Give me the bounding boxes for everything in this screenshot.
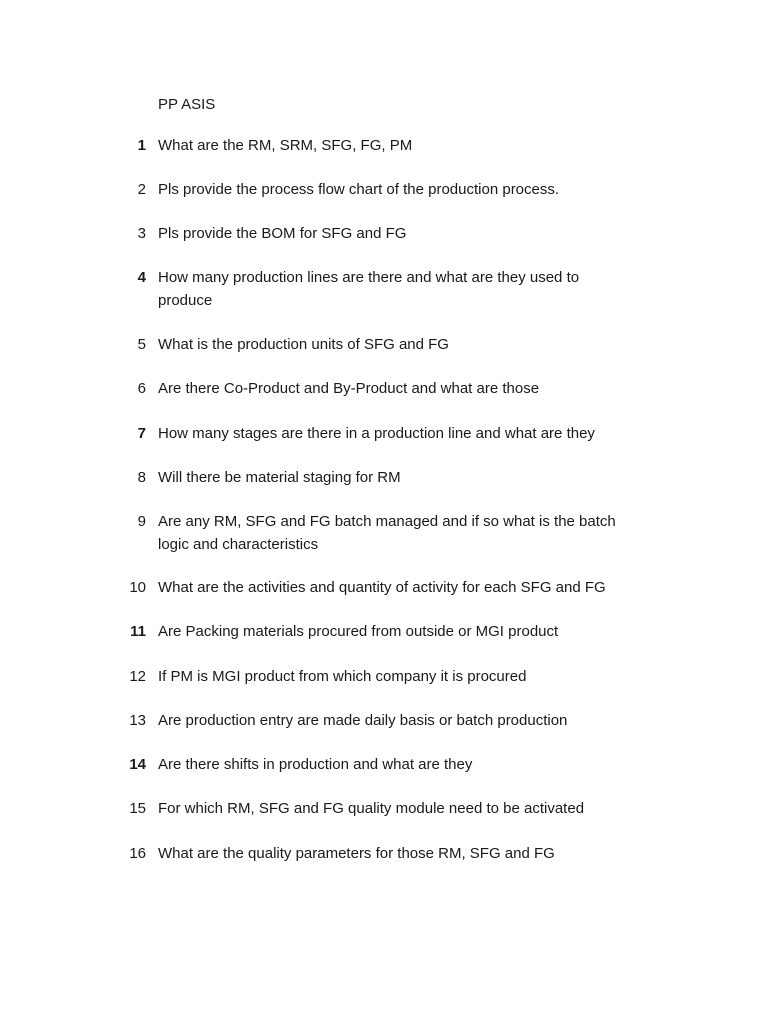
question-text: What are the activities and quantity of activity for each SFG and FG — [158, 579, 606, 596]
question-text: Are production entry are made daily basis or batch production — [158, 712, 568, 729]
question-number: 11 — [130, 623, 146, 640]
question-number: 10 — [129, 579, 146, 596]
question-number: 6 — [137, 380, 146, 397]
question-number: 2 — [137, 181, 146, 198]
question-text: Are there Co-Product and By-Product and what are those — [158, 380, 540, 397]
question-text: What are the quality parameters for those RM, SFG and FG — [158, 845, 555, 862]
question-text: Are Packing materials procured from outside or MGI product — [158, 623, 559, 640]
question-text: Pls provide the BOM for SFG and FG — [158, 225, 407, 242]
question-number: 9 — [137, 513, 146, 530]
question-number: 15 — [129, 800, 146, 817]
question-text: How many production lines are there and what are they used to produce — [158, 269, 580, 309]
question-number: 8 — [137, 469, 146, 486]
question-text: Will there be material staging for RM — [158, 469, 401, 486]
question-text: What is the production units of SFG and FG — [158, 336, 449, 353]
question-number: 3 — [137, 225, 146, 242]
question-number: 1 — [137, 137, 146, 154]
question-text: How many stages are there in a production line and what are they — [158, 425, 595, 442]
question-number: 5 — [137, 336, 146, 353]
question-text: Pls provide the process flow chart of the production process. — [158, 181, 560, 198]
question-number: 4 — [137, 269, 146, 286]
question-text: Are any RM, SFG and FG batch managed and if so what is the batch logic and characteristics — [158, 513, 616, 553]
question-number: 16 — [129, 845, 146, 862]
question-number: 7 — [137, 425, 146, 442]
question-text: Are there shifts in production and what are they — [158, 756, 473, 773]
question-number: 12 — [129, 668, 146, 685]
document-title: PP ASIS — [158, 96, 216, 113]
question-text: For which RM, SFG and FG quality module need to be activated — [158, 800, 585, 817]
question-text: If PM is MGI product from which company it is procured — [158, 668, 527, 685]
question-text: What are the RM, SRM, SFG, FG, PM — [158, 137, 413, 154]
question-number: 13 — [129, 712, 146, 729]
question-number: 14 — [129, 756, 146, 773]
